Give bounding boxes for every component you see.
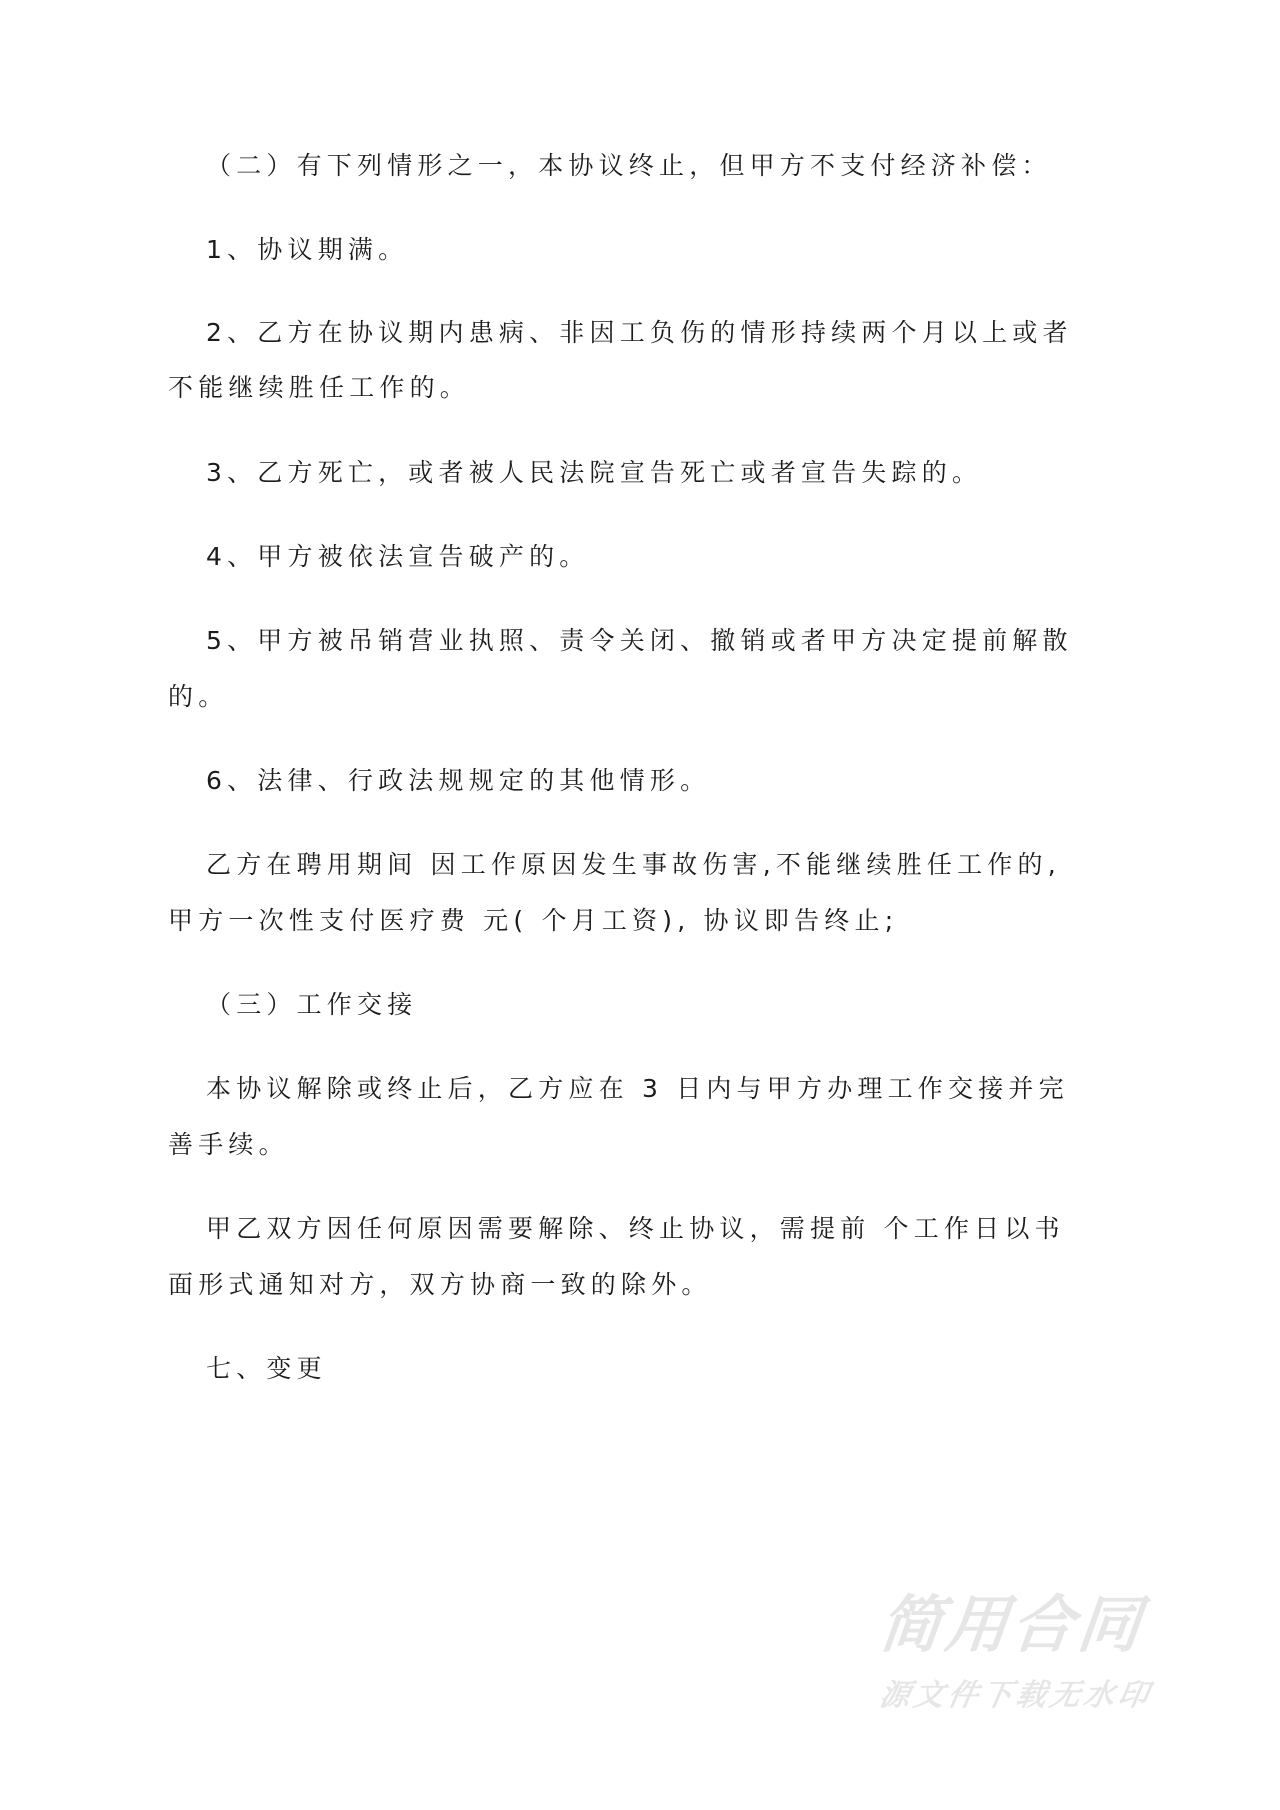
paragraph-line: 1、协议期满。 [206,235,409,264]
section-heading: （三）工作交接 [206,990,418,1019]
paragraph-line: 善手续。 [168,1130,289,1159]
watermark [876,1588,1200,1714]
paragraph-line: 不能继续胜任工作的。 [168,373,471,402]
watermark-subtitle: 源文件下载无水印 [877,1678,1156,1713]
paragraph-line: 乙方在聘用期间 因工作原因发生事故伤害,不能继续胜任工作的, [206,850,1061,879]
section-heading: 七、变更 [206,1354,327,1383]
watermark-title: 简用合同 [876,1588,1148,1661]
paragraph-line: 3、乙方死亡，或者被人民法院宣告死亡或者宣告失踪的。 [206,458,983,487]
paragraph-line: 6、法律、行政法规规定的其他情形。 [206,766,711,795]
paragraph-line: 的。 [168,682,229,711]
paragraph-line: （二）有下列情形之一，本协议终止，但甲方不支付经济补偿： [206,151,1052,180]
paragraph-line: 4、甲方被依法宣告破产的。 [206,542,590,571]
paragraph-line: 甲方一次性支付医疗费 元( 个月工资), 协议即告终止; [168,906,899,935]
paragraph-line: 甲乙双方因任何原因需要解除、终止协议，需提前 个工作日以书 [206,1214,1065,1243]
paragraph-line: 面形式通知对方，双方协商一致的除外。 [168,1270,712,1299]
paragraph-line: 5、甲方被吊销营业执照、责令关闭、撤销或者甲方决定提前解散 [206,626,1073,655]
paragraph-line: 2、乙方在协议期内患病、非因工负伤的情形持续两个月以上或者 [206,318,1073,347]
paragraph-line: 本协议解除或终止后，乙方应在 3 日内与甲方办理工作交接并完 [206,1074,1069,1103]
